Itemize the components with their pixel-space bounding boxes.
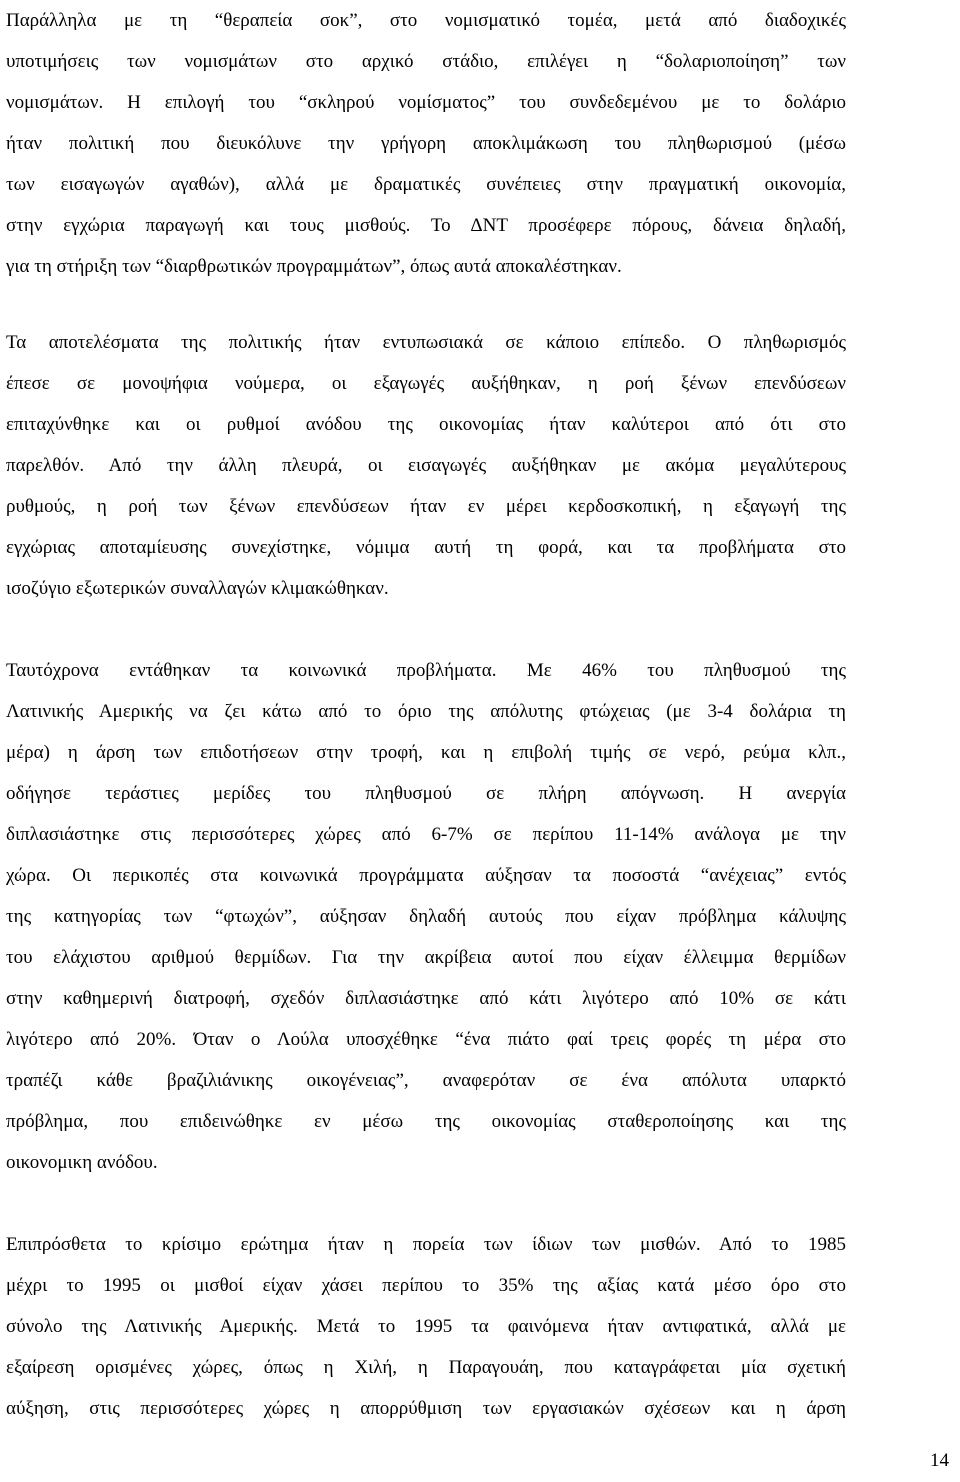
text-line: Ταυτόχρονα εντάθηκαν τα κοινωνικά προβλήματα. Με 46% του πληθυσμού της	[6, 660, 846, 681]
text-line: Τα αποτελέσματα της πολιτικής ήταν εντυπωσιακά σε κάποιο επίπεδο. Ο πληθωρισμός	[6, 332, 846, 353]
text-line: έπεσε σε μονοψήφια νούμερα, οι εξαγωγές αυξήθηκαν, η ροή ξένων επενδύσεων	[6, 373, 846, 394]
paragraph-1	[6, 0, 846, 287]
text-line: για τη στήριξη των “διαρθρωτικών προγραμμάτων”, όπως αυτά αποκαλέστηκαν.	[6, 256, 622, 277]
text-line: εγχώριας αποταμίευσης συνεχίστηκε, νόμιμα αυτή τη φορά, και τα προβλήματα στο	[6, 537, 846, 558]
text-line: επιταχύνθηκε και οι ρυθμοί ανόδου της οικονομίας ήταν καλύτεροι από ότι στο	[6, 414, 846, 435]
text-line: υποτιμήσεις των νομισμάτων στο αρχικό στάδιο, επιλέγει η “δολαριοποίηση” των	[6, 51, 846, 72]
text-line: χώρα. Οι περικοπές στα κοινωνικά προγράμματα αύξησαν τα ποσοστά “ανέχειας” εντός	[6, 865, 846, 886]
text-line: Παράλληλα με τη “θεραπεία σοκ”, στο νομισματικό τομέα, μετά από διαδοχικές	[6, 10, 846, 31]
text-line: ήταν πολιτική που διευκόλυνε την γρήγορη αποκλιμάκωση του πληθωρισμού (μέσω	[6, 133, 846, 154]
text-line: διπλασιάστηκε στις περισσότερες χώρες από 6-7% σε περίπου 11-14% ανάλογα με την	[6, 824, 846, 845]
text-line: του ελάχιστου αριθμού θερμίδων. Για την ακρίβεια αυτοί που είχαν έλλειμμα θερμίδων	[6, 947, 846, 968]
text-line: Επιπρόσθετα το κρίσιμο ερώτημα ήταν η πορεία των ίδιων των μισθών. Από το 1985	[6, 1234, 846, 1255]
text-line: ισοζύγιο εξωτερικών συναλλαγών κλιμακώθηκαν.	[6, 578, 389, 599]
text-line: αύξηση, στις περισσότερες χώρες η απορρύθμιση των εργασιακών σχέσεων και η άρση	[6, 1398, 846, 1419]
text-line: στην καθημερινή διατροφή, σχεδόν διπλασιάστηκε από κάτι λιγότερο από 10% σε κάτι	[6, 988, 846, 1009]
text-line: οικονομικη ανόδου.	[6, 1152, 158, 1173]
text-line: σύνολο της Λατινικής Αμερικής. Μετά το 1995 τα φαινόμενα ήταν αντιφατικά, αλλά με	[6, 1316, 846, 1337]
text-line: πρόβλημα, που επιδεινώθηκε εν μέσω της οικονομίας σταθεροποίησης και της	[6, 1111, 846, 1132]
paragraph-2	[6, 322, 846, 609]
text-line: των εισαγωγών αγαθών), αλλά με δραματικές συνέπειες στην πραγματική οικονομία,	[6, 174, 846, 195]
text-line: τραπέζι κάθε βραζιλιάνικης οικογένειας”, αναφερόταν σε ένα απόλυτα υπαρκτό	[6, 1070, 846, 1091]
text-line: στην εγχώρια παραγωγή και τους μισθούς. Το ΔΝΤ προσέφερε πόρους, δάνεια δηλαδή,	[6, 215, 846, 236]
text-line: μέρα) η άρση των επιδοτήσεων στην τροφή, και η επιβολή τιμής σε νερό, ρεύμα κλπ.,	[6, 742, 846, 763]
text-line: μέχρι το 1995 οι μισθοί είχαν χάσει περίπου το 35% της αξίας κατά μέσο όρο στο	[6, 1275, 846, 1296]
paragraph-3	[6, 650, 846, 1183]
text-line: οδήγησε τεράστιες μερίδες του πληθυσμού σε πλήρη απόγνωση. Η ανεργία	[6, 783, 846, 804]
text-line: παρελθόν. Από την άλλη πλευρά, οι εισαγωγές αυξήθηκαν με ακόμα μεγαλύτερους	[6, 455, 846, 476]
text-line: εξαίρεση ορισμένες χώρες, όπως η Χιλή, η Παραγουάη, που καταγράφεται μία σχετική	[6, 1357, 846, 1378]
paragraph-4	[6, 1224, 846, 1429]
text-line: νομισμάτων. Η επιλογή του “σκληρού νομίσματος” του συνδεδεμένου με το δολάριο	[6, 92, 846, 113]
text-line: της κατηγορίας των “φτωχών”, αύξησαν δηλαδή αυτούς που είχαν πρόβλημα κάλυψης	[6, 906, 846, 927]
text-line: Λατινικής Αμερικής να ζει κάτω από το όριο της απόλυτης φτώχειας (με 3-4 δολάρια τη	[6, 701, 846, 722]
text-line: ρυθμούς, η ροή των ξένων επενδύσεων ήταν εν μέρει κερδοσκοπική, η εξαγωγή της	[6, 496, 846, 517]
text-line: λιγότερο από 20%. Όταν ο Λούλα υποσχέθηκε “ένα πιάτο φαί τρεις φορές τη μέρα στο	[6, 1029, 846, 1050]
page-number: 14	[930, 1450, 949, 1471]
